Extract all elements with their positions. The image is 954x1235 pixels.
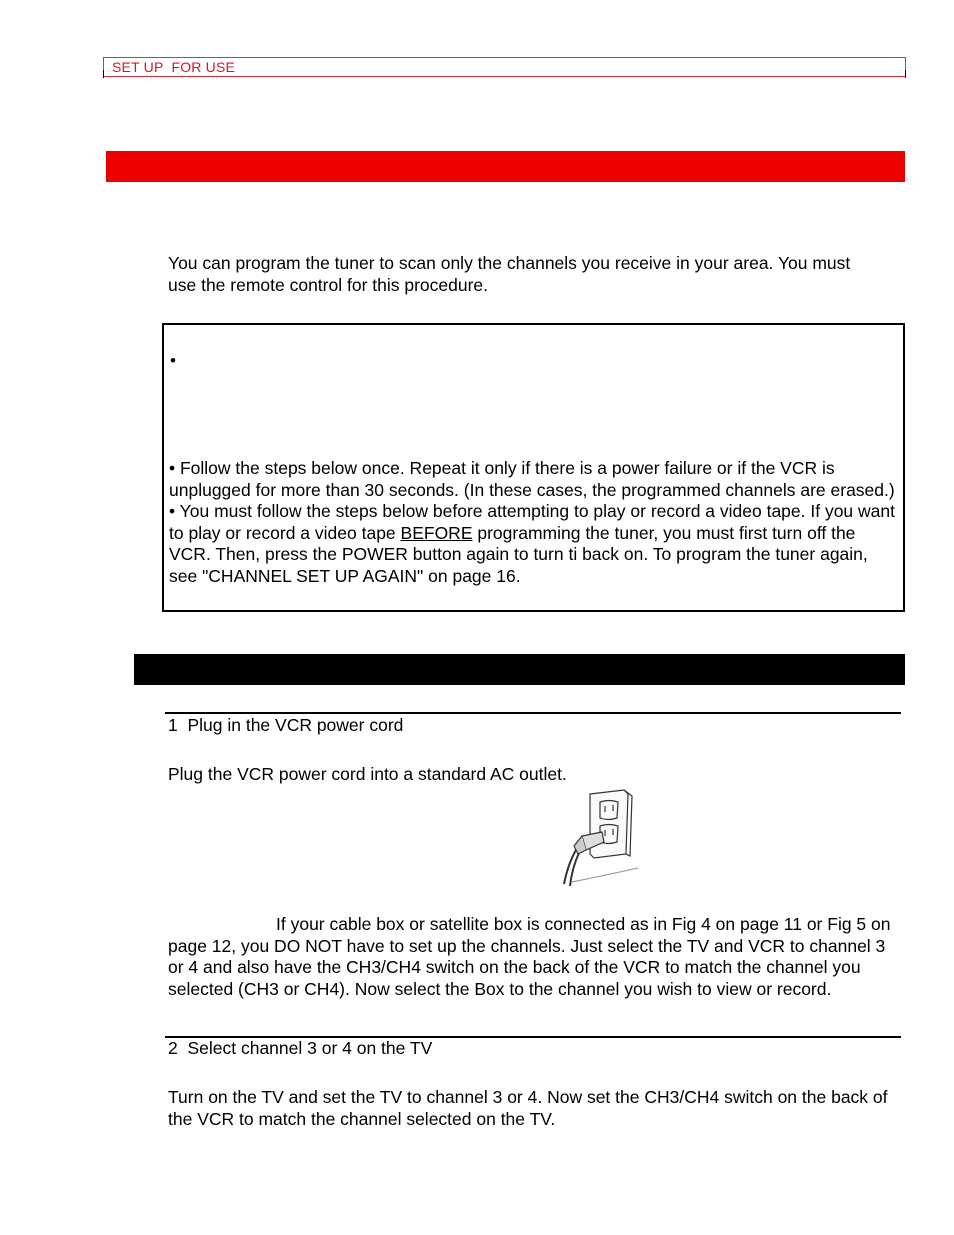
section-bar [134,654,905,685]
section-header-box [103,57,906,77]
power-outlet-plug-icon [552,784,644,888]
step-1-rule [165,712,901,714]
header-tick-left [103,70,104,78]
step-1-title: 1 Plug in the VCR power cord [168,715,404,735]
note-before-underlined: BEFORE [400,522,473,543]
note-bullet: • [170,351,176,370]
intro-paragraph: You can program the tuner to scan only the channels you receive in your area. You must use the remote control for this procedure. [168,253,851,295]
step-1-body: Plug the VCR power cord into a standard AC outlet. [168,764,567,784]
title-bar [106,151,905,182]
note-line-play-record [169,501,899,587]
note-line-power-failure: • Follow the steps below once. Repeat it only if there is a power failure or if the VCR is unplugged for more than 30 seconds. (In these cases, the programmed channels are erased.) [169,458,895,500]
step-2-body: Turn on the TV and set the TV to channel 3 or 4. Now set the CH3/CH4 switch on the back of the VCR to match the channel selected on the TV. [168,1087,888,1129]
cable-box-note: If your cable box or satellite box is connected as in Fig 4 on page 11 or Fig 5 on page 12, you DO NOT have to set up the channels. Just select the TV and VCR to channel 3 or 4 and also have the CH3/CH4 switch on the back of the VCR to match the channel you selected (CH3 or CH4). Now select the Box to the channel you wish to view or record. [168,914,891,999]
section-label: SET UP FOR USE [112,59,236,75]
note-line2-after: programming the tuner, you must first turn off the VCR. Then, press the POWER button again to turn ti back on. To program the tuner again, see "CHANNEL SET UP AGAIN" on page 16. [169,522,868,586]
header-tick-right [905,70,906,78]
note-text [169,458,899,587]
note-line2-before: • You must follow the steps below before attempting to play or record a video tape. If you want to play or record a video tape [169,501,895,543]
note-box [162,323,905,612]
step-2-title: 2 Select channel 3 or 4 on the TV [168,1038,433,1058]
